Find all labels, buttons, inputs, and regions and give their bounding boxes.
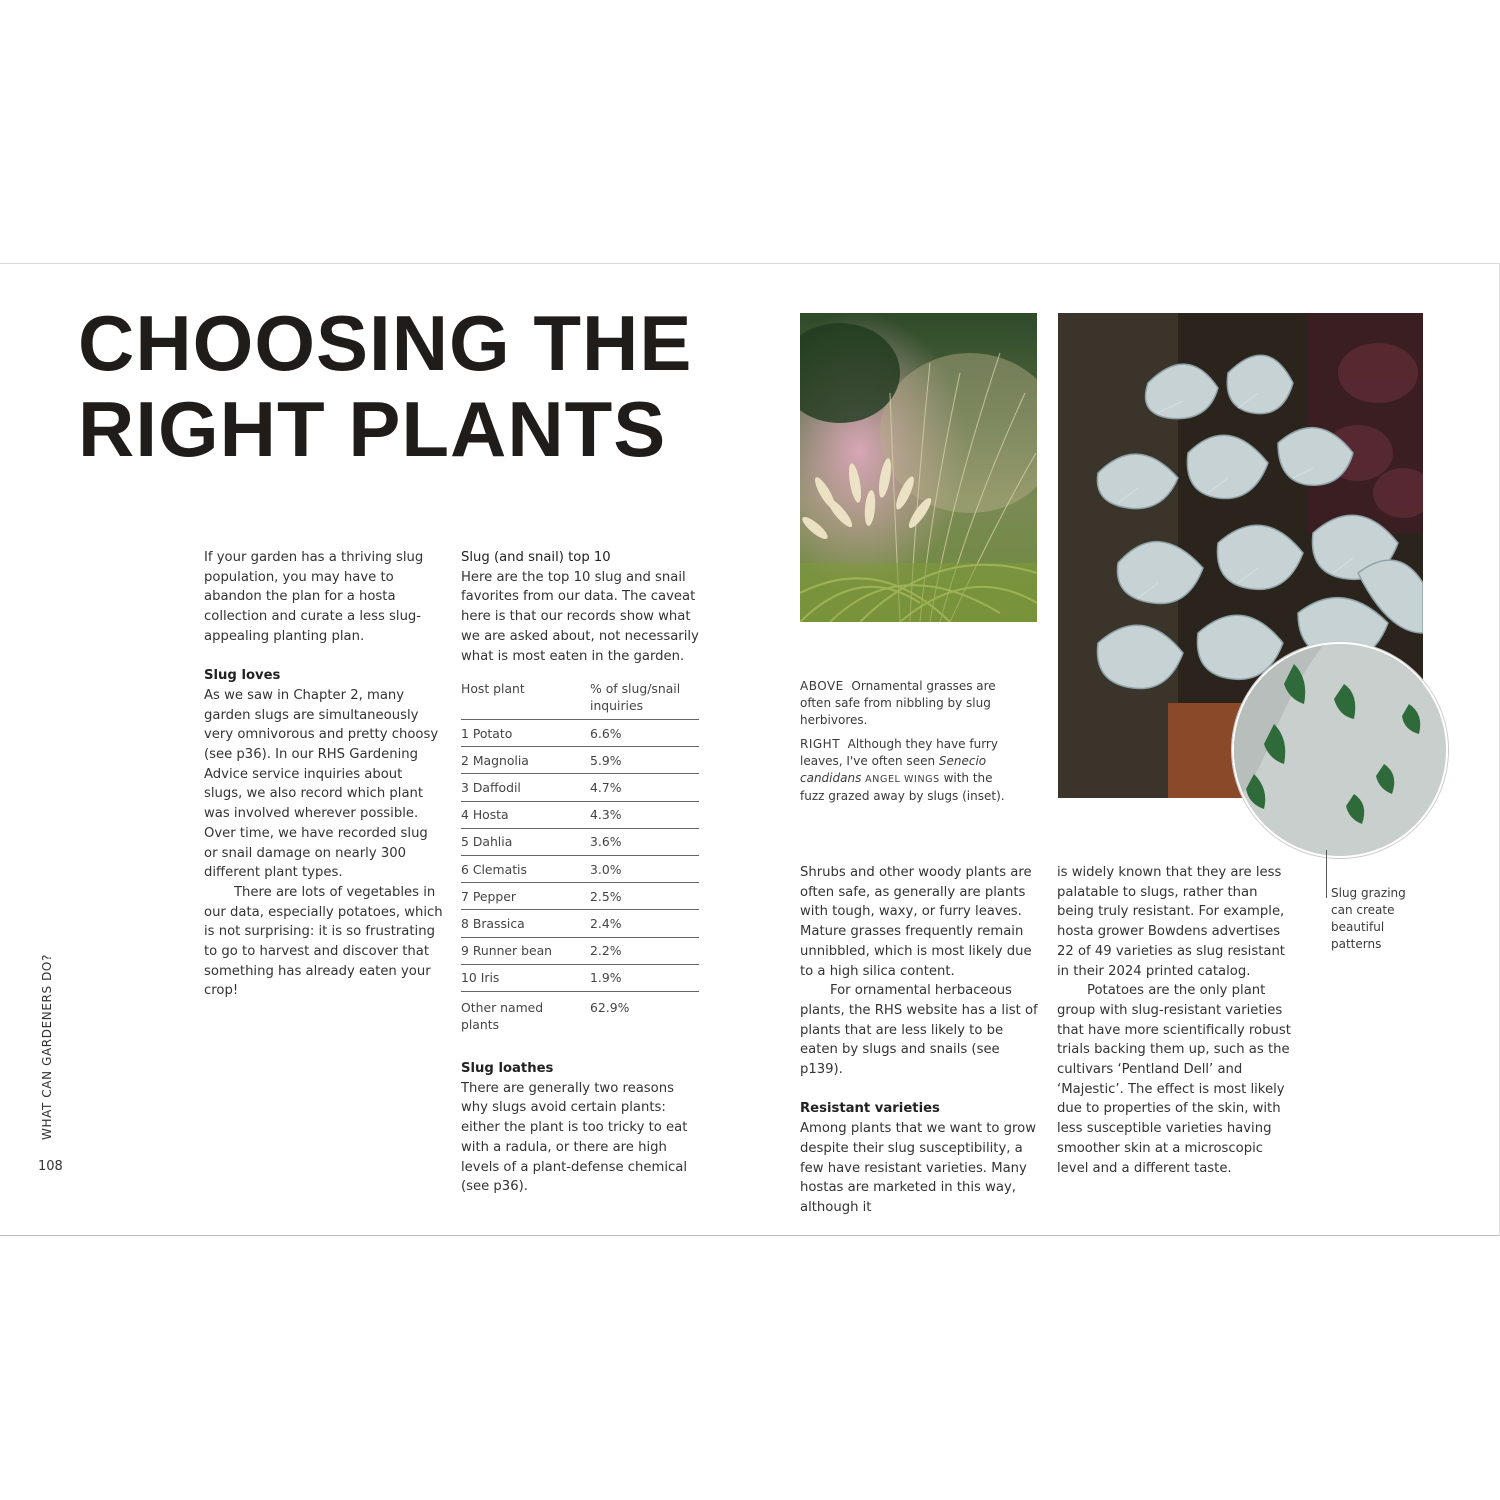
table-row (461, 991, 699, 1033)
table-row (461, 747, 699, 774)
column-header-percent: % of slug/snail inquiries (590, 680, 699, 720)
table-cell-plant: 2 Magnolia (461, 747, 590, 774)
top10-heading: Slug (and snail) top 10 (461, 550, 611, 565)
table-cell-plant: 8 Brassica (461, 910, 590, 937)
table-cell-percent: 2.2% (590, 937, 699, 964)
caption-inset: Slug grazing can create beautiful patterns (1331, 886, 1406, 951)
slug-loves-heading: Slug loves (204, 668, 281, 684)
table-row (461, 964, 699, 991)
caption-above (800, 678, 1010, 729)
resistant-paragraph-2: Potatoes are the only plant group with slug-resistant varieties that have more scientifically robust trials backing them up, such as the cultivars ‘Pentland Dell’ and ‘Majestic’. The effect is most likely due to properties of the skin, with less susceptible varieties having smoother skin at a microscopic level and a different taste. (1057, 983, 1291, 1176)
resistant-varieties-heading: Resistant varieties (800, 1101, 940, 1117)
title-line-2: RIGHT PLANTS (78, 385, 667, 473)
table-cell-plant: 1 Potato (461, 720, 590, 747)
table-row (461, 910, 699, 937)
table-cell-plant: 10 Iris (461, 964, 590, 991)
caption-right-label: RIGHT (800, 737, 841, 751)
table-cell-percent: 2.5% (590, 883, 699, 910)
table-cell-percent: 1.9% (590, 964, 699, 991)
woody-paragraph-2: For ornamental herbaceous plants, the RHS website has a list of plants that are less likely to be eaten by slugs and snails (see p139). (800, 983, 1038, 1078)
table-row (461, 774, 699, 801)
caption-right-text-b: with the fuzz grazed away by slugs (inset). (800, 771, 1005, 803)
table-cell-plant: 5 Dahlia (461, 828, 590, 855)
grasses-illustration (800, 313, 1037, 622)
table-header-row (461, 680, 699, 720)
woody-paragraph-1: Shrubs and other woody plants are often safe, as generally are plants with tough, waxy, or furry leaves. Mature grasses frequently remain unnibbled, which is most likely due to a high silica content. (800, 865, 1032, 979)
table-cell-plant: Other named plants (461, 999, 544, 1032)
column-woody-plants (800, 863, 1040, 1218)
slug-loves-paragraph-2: There are lots of vegetables in our data, especially potatoes, which is not surprising: it is so frustrating to go to harvest and discover that something has already eaten your crop! (204, 884, 443, 999)
grazed-leaf-illustration (1234, 644, 1446, 856)
table-cell-percent: 3.0% (590, 855, 699, 882)
table-cell-percent: 4.3% (590, 801, 699, 828)
photo-captions (800, 678, 1010, 812)
caption-above-text: Ornamental grasses are often safe from nibbling by slug herbivores. (800, 679, 996, 727)
column-intro (204, 548, 444, 1001)
resistant-paragraph-1: Among plants that we want to grow despite their slug susceptibility, a few have resistant varieties. Many hostas are marketed in this way, although it (800, 1121, 1037, 1215)
caption-right-text-a: Although they have furry leaves, I've often seen (800, 737, 998, 768)
caption-right-species: Senecio candidans (800, 754, 987, 785)
caption-above-label: ABOVE (800, 679, 844, 693)
title-line-1: CHOOSING THE (78, 299, 693, 387)
inset-callout-line (1326, 850, 1327, 898)
slug-loves-paragraph-1: As we saw in Chapter 2, many garden slugs are simultaneously very omnivorous and pretty choosy (see p36). In our RHS Gardening Advice service inquiries about slugs, we also record which plant was involved wherever possible. Over time, we have recorded slug or snail damage on nearly 300 different plant types. (204, 687, 439, 881)
table-row (461, 801, 699, 828)
column-header-host-plant: Host plant (461, 680, 590, 720)
table-cell-percent: 4.7% (590, 774, 699, 801)
page-title (78, 300, 778, 472)
table-cell-percent: 5.9% (590, 747, 699, 774)
caption-right (800, 736, 1010, 805)
table-cell-percent: 3.6% (590, 828, 699, 855)
table-cell-percent: 2.4% (590, 910, 699, 937)
table-cell-plant: 9 Runner bean (461, 937, 590, 964)
ornamental-grasses-photo (800, 313, 1037, 622)
table-cell-percent: 6.6% (590, 720, 699, 747)
table-row (461, 883, 699, 910)
table-cell-plant: 7 Pepper (461, 883, 590, 910)
table-row (461, 828, 699, 855)
caption-right-cultivar: ANGEL WINGS (865, 774, 940, 785)
resistant-paragraph-1-continued: is widely known that they are less palatable to slugs, rather than being truly resistant. For example, hosta grower Bowdens advertises 22 of 49 varieties as slug resistant in their 2024 printed catalog. (1057, 865, 1285, 979)
table-row (461, 937, 699, 964)
column-top10 (461, 548, 701, 666)
table-row (461, 720, 699, 747)
table-cell-percent: 62.9% (590, 999, 630, 1015)
table-cell-plant: 3 Daffodil (461, 774, 590, 801)
column-slug-loathes (461, 1059, 701, 1197)
slug-loathes-heading: Slug loathes (461, 1061, 554, 1076)
slug-loathes-paragraph: There are generally two reasons why slugs avoid certain plants: either the plant is too tricky to eat with a radula, or there are high levels of a plant-defense chemical (see p36). (461, 1080, 688, 1195)
table-row (461, 855, 699, 882)
table-cell-plant: 4 Hosta (461, 801, 590, 828)
grazed-leaf-inset-photo (1232, 642, 1448, 858)
intro-paragraph: If your garden has a thriving slug population, you may have to abandon the plan for a hosta collection and curate a less slug-appealing planting plan. (204, 550, 424, 644)
running-head: WHAT CAN GARDENERS DO? (40, 954, 54, 1140)
slug-top10-table (461, 680, 699, 1033)
table-cell-plant: 6 Clematis (461, 855, 590, 882)
top10-paragraph: Here are the top 10 slug and snail favorites from our data. The caveat here is that our records show what we are asked about, not necessarily what is most eaten in the garden. (461, 569, 699, 664)
page-number: 108 (38, 1159, 63, 1174)
column-resistant-continued (1057, 863, 1297, 1178)
